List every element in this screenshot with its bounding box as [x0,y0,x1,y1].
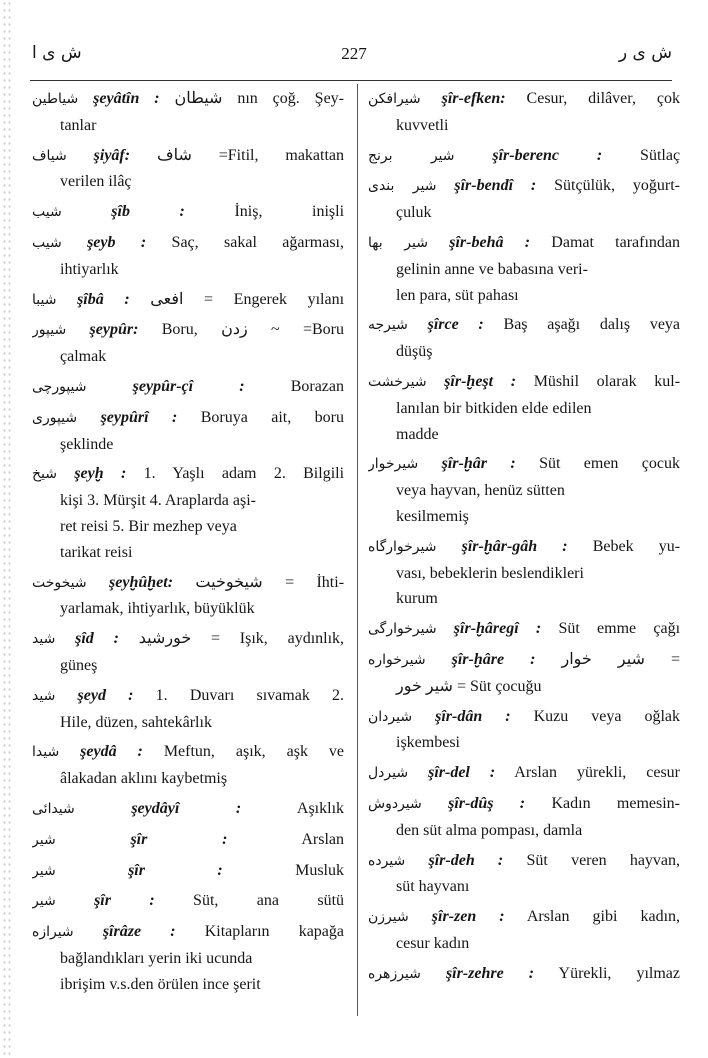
arabic-headword: شيرخشت [368,373,427,390]
definition-continuation: çalmak [60,348,107,366]
arabic-headword: شيردوش [368,795,422,812]
definition-text: شاف =Fitil, makattan [156,146,344,164]
dictionary-entry [32,199,344,226]
arabic-headword: شيرخوارگاه [368,538,437,555]
transliteration: şîr-zen : [431,908,505,926]
definition-continuation: bağlandıkları yerin iki ucunda [60,949,253,967]
arabic-headword: شيخ [32,466,57,483]
transliteration: şîr-deh : [428,851,504,869]
entry-first-line [32,374,344,401]
definition-text: شیطان nın çoğ. Şey- [174,90,344,107]
arabic-headword: شيرازه [32,924,74,941]
definition-continuation: güneş [60,656,98,674]
entry-first-line [32,626,344,653]
arabic-headword: شيرجه [368,317,408,334]
definition-text: Kuzu veya oğlak [533,707,680,725]
entry-first-line [32,858,344,885]
dictionary-entry [368,143,680,170]
definition-text: Süt emen çocuk [539,455,680,473]
entry-first-line [368,616,680,643]
arabic-headword: شير بها [368,234,428,251]
dictionary-entry [368,451,680,529]
definition-text: Damat tarafından [551,233,680,251]
transliteration: şîr-ḫâre : [451,650,536,668]
definition-text: Müshil olarak kul- [533,372,680,390]
arabic-headword: شيرده [368,852,406,869]
arabic-headword: شيب [32,204,62,221]
dictionary-entry [32,683,344,736]
arabic-headword: شياف [32,147,67,164]
definition-text: Kitapların kapağa [204,923,344,941]
definition-continuation: veya hayvan, henüz sütten [396,482,565,500]
definition-continuation: düşüş [396,343,433,361]
entry-first-line [368,451,680,478]
definition-continuation: âlakadan aklını kaybetmiş [60,770,228,788]
dictionary-entry [368,791,680,844]
dictionary-entry [368,961,680,988]
transliteration: şîr-berenc : [492,146,603,164]
dictionary-entry [32,739,344,792]
dictionary-entry [368,230,680,308]
definition-continuation: madde [396,425,439,443]
left-column [32,86,344,1002]
transliteration: şîr-behâ : [449,233,531,251]
definition-text: Musluk [295,861,344,879]
transliteration: şîb : [111,203,185,221]
dictionary-entry [32,143,344,196]
transliteration: şeyḫ : [74,465,127,483]
dictionary-entry [32,626,344,679]
transliteration: şîr-ḫâregî : [453,620,542,638]
definition-continuation: yarlamak, ihtiyarlık, büyüklük [60,600,255,618]
dictionary-entry [32,461,344,565]
dictionary-entry [32,858,344,885]
dictionary-entry [368,904,680,957]
arabic-headword: شيدا [32,744,60,761]
dictionary-entry [32,827,344,854]
dictionary-entry [368,647,680,700]
definition-continuation: ibrişim v.s.den örülen ince şerit [60,975,261,993]
definition-text: Meftun, aşık, aşk ve [163,743,344,761]
definition-continuation: gelinin anne ve babasına veri- [396,260,588,278]
definition-text: Aşıklık [296,799,344,817]
definition-continuation: kişi 3. Mürşit 4. Araplarda aşi- [60,492,256,510]
transliteration: şîr-bendî : [454,177,537,195]
definition-continuation: den süt alma pompası, damla [396,821,583,839]
dictionary-entry [32,317,344,370]
definition-continuation: cesur kadın [396,934,470,952]
entry-first-line [32,317,344,344]
definition-text: İniş, inişli [234,203,344,221]
arabic-headword: شيخوخت [32,574,87,591]
definition-text: 1. Duvarı sıvamak 2. [155,686,344,704]
arabic-headword: شيرزن [368,909,409,926]
definition-text: Saç, sakal ağarması, [171,233,344,251]
transliteration: şîr-del : [428,764,496,782]
dictionary-entry [32,405,344,458]
definition-text: Borazan [290,377,344,395]
transliteration: şeyd : [77,686,134,704]
definition-text: Kadın memesin- [551,794,680,812]
arabic-headword: شياطين [32,91,79,107]
entry-first-line [368,369,680,396]
arabic-headword: شير برنج [368,147,455,164]
transliteration: şîr-ḫâr : [441,455,516,473]
transliteration: şîr-dân : [435,707,511,725]
arabic-headword: شيدائى [32,800,75,817]
definition-text: Arslan yürekli, cesur [514,764,680,782]
definition-continuation: şeklinde [60,435,114,453]
transliteration: şeydâ : [80,743,143,761]
transliteration: şîr : [128,861,223,879]
definition-continuation: kurum [396,590,438,608]
definition-text: 1. Yaşlı adam 2. Bilgili [143,465,344,483]
entry-first-line [32,796,344,823]
definition-text: افعى = Engerek yılanı [150,290,344,308]
scan-edge-dots [2,0,12,1058]
entry-first-line [32,683,344,710]
entry-first-line [368,760,680,787]
arabic-headword: شيبا [32,291,57,308]
entry-first-line [32,919,344,946]
dictionary-entry [368,760,680,787]
entry-first-line [368,904,680,931]
dictionary-entry [368,86,680,139]
transliteration: şeyb : [87,233,147,251]
entry-first-line [368,848,680,875]
arabic-headword: شيردان [368,708,413,725]
transliteration: şeyḫûḫet: [109,573,174,591]
transliteration: şîr-ḫeşt : [444,372,517,390]
definition-text: Sütçülük, yoğurt- [554,177,680,195]
transliteration: şeypûr-çî : [132,377,245,395]
arabic-headword: شيپورچى [32,378,87,395]
definition-continuation: vası, bebeklerin beslendikleri [396,564,584,582]
dictionary-entry [32,230,344,283]
definition-continuation: kuvvetli [396,116,449,134]
arabic-headword: شير [32,862,56,879]
definition-continuation: süt hayvanı [396,878,470,896]
arabic-headword: شيرخواره [368,651,426,668]
transliteration: şeypûr: [89,321,139,339]
transliteration: şîr : [94,892,155,910]
transliteration: şeyâtîn : [93,90,160,107]
definition-text: Baş aşağı dalış veya [503,316,680,334]
definition-text: خورشيد = Işık, aydınlık, [138,630,344,648]
definition-continuation: işkembesi [396,734,460,752]
definition-continuation: kesilmemiş [396,507,469,525]
arabic-headword: شير بندى [368,178,437,195]
entry-first-line [368,961,680,988]
definition-continuation: tanlar [60,116,97,134]
transliteration: şîrce : [427,316,484,334]
column-divider [357,84,358,1016]
definition-text: Süt, ana sütü [193,892,344,910]
definition-continuation: شير خور = Süt çocuğu [396,677,542,695]
transliteration: şîr-dûş : [448,794,526,812]
transliteration: şîr-zehre : [445,964,535,982]
entry-first-line [32,287,344,314]
entry-first-line [32,888,344,915]
dictionary-entry [32,570,344,623]
definition-text: Boru, زدن ~ =Boru [161,321,344,339]
entry-first-line [368,791,680,818]
definition-text: Süt emme çağı [558,620,680,638]
arabic-headword: شير [32,893,56,910]
entry-first-line [32,570,344,597]
entry-first-line [368,173,680,200]
entry-first-line [32,405,344,432]
entry-first-line [32,86,344,113]
definition-text: Cesur, dilâver, çok [526,90,680,107]
arabic-headword: شيرخوارگى [368,621,437,638]
entry-first-line [368,143,680,170]
arabic-headword: شيد [32,631,56,648]
definition-text: Sütlaç [640,146,680,164]
arabic-headword: شير [32,831,56,848]
dictionary-entry [32,919,344,997]
transliteration: şîr : [130,830,228,848]
dictionary-entry [32,374,344,401]
definition-continuation: çuluk [396,204,432,222]
transliteration: şeydâyî : [131,799,242,817]
arabic-headword: شيرزهره [368,965,421,982]
definition-continuation: verilen ilâç [60,173,132,191]
definition-text: Boruya ait, boru [200,408,344,426]
definition-continuation: Hile, düzen, sahtekârlık [60,713,212,731]
entry-first-line [368,647,680,674]
transliteration: şîrâze : [102,923,176,941]
dictionary-entry [32,86,344,139]
definition-continuation: ihtiyarlık [60,260,119,278]
definition-text: Arslan gibi kadın, [526,908,680,926]
dictionary-entry [368,534,680,612]
dictionary-entry [32,888,344,915]
running-head-left: ش ی ا [32,43,82,63]
transliteration: şîbâ : [77,290,130,308]
definition-continuation: ret reisi 5. Bir mezhep veya [60,517,237,535]
definition-text: Yürekli, yılmaz [558,964,680,982]
dictionary-entry [32,796,344,823]
definition-text: شير خوار = [561,650,680,668]
entry-first-line [368,312,680,339]
right-column [368,86,680,992]
header-rule [30,80,672,81]
definition-text: Arslan [301,830,344,848]
definition-continuation: tarikat reisi [60,543,133,561]
arabic-headword: شيرخوار [368,456,419,473]
transliteration: şeypûrî : [100,408,178,426]
transliteration: şîr-efken: [441,90,506,107]
entry-first-line [32,143,344,170]
transliteration: şîr-ḫâr-gâh : [461,537,568,555]
dictionary-entry [368,312,680,365]
entry-first-line [368,230,680,257]
dictionary-entry [368,848,680,901]
entry-first-line [368,534,680,561]
dictionary-entry [368,173,680,226]
entry-first-line [32,461,344,488]
arabic-headword: شيپورى [32,409,78,426]
entry-first-line [368,86,680,113]
dictionary-entry [368,369,680,447]
definition-text: Bebek yu- [592,537,680,555]
arabic-headword: شيرافكن [368,91,421,107]
arabic-headword: شيب [32,234,62,251]
transliteration: şîd : [75,630,119,648]
running-head-right: ش ی ر [618,43,672,63]
entry-first-line [32,739,344,766]
dictionary-entry [368,704,680,757]
dictionary-entry [32,287,344,314]
arabic-headword: شيردل [368,765,409,782]
dictionary-entry [368,616,680,643]
transliteration: şiyâf: [93,146,131,164]
entry-first-line [32,199,344,226]
arabic-headword: شيد [32,687,56,704]
definition-text: Süt veren hayvan, [526,851,680,869]
definition-text: شيخوخيت = İhti- [195,573,344,591]
entry-first-line [32,230,344,257]
definition-continuation: len para, süt pahası [396,286,519,304]
arabic-headword: شيپور [32,322,67,339]
entry-first-line [32,827,344,854]
page-number: 227 [341,44,367,63]
definition-continuation: lanılan bir bitkiden elde edilen [396,399,592,417]
entry-first-line [368,704,680,731]
